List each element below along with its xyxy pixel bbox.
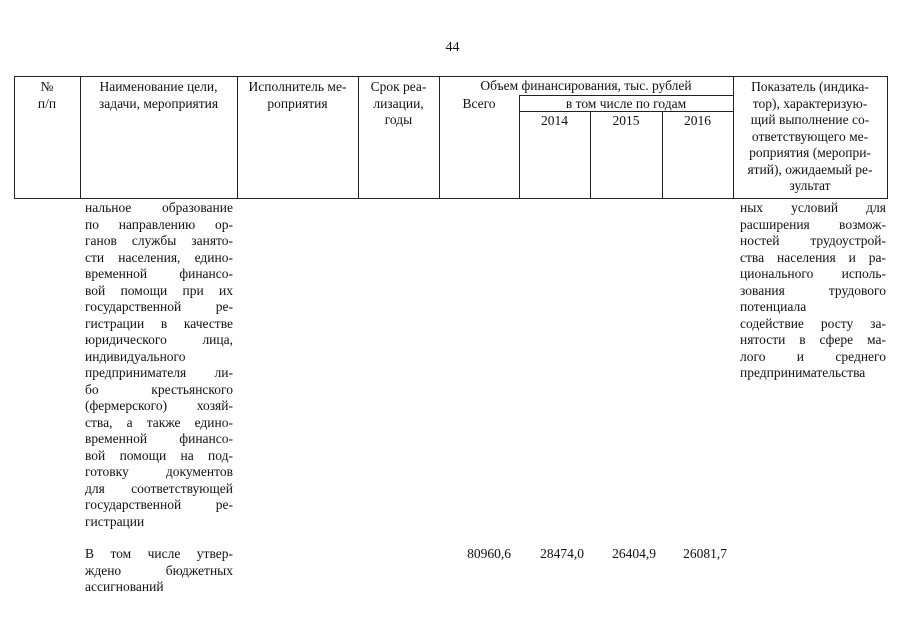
row-name-line: (фермерского) хозяй- (85, 398, 233, 413)
subtotal-label-line: ассигнований (85, 579, 164, 594)
row-name-line: ства, а также едино- (85, 414, 233, 430)
row-indicator-line: нятости в сфере ма- (740, 332, 886, 347)
row-name-line: по направлению ор- (85, 216, 233, 232)
row-indicator-line: ных условий для (740, 200, 886, 215)
subtotal-total-value: 80960,6 (467, 546, 511, 561)
row-name-line: готовку документов (85, 464, 233, 479)
row-name-line: юридического лица, (85, 332, 233, 347)
row-name-line: бо крестьянского (85, 381, 233, 397)
row-name-line: сти населения, едино- (85, 249, 233, 265)
header-financing: Объем финансирования, тыс. рублей (480, 78, 692, 93)
row-indicator-line: предпринимательства (740, 365, 866, 380)
row-name-line: индивидуального (85, 348, 186, 364)
row-indicator-line: ства населения и ра- (740, 249, 886, 265)
header-num: № п/п (37, 79, 57, 111)
row-name-line: государственной ре- (85, 497, 233, 512)
header-year-2014: 2014 (541, 113, 568, 128)
row-indicator-line: потенциала (740, 299, 807, 314)
header-by-years: в том числе по годам (565, 96, 687, 111)
row-name-line: вой помощи при их (85, 282, 233, 298)
row-name-line: государственной ре- (85, 299, 233, 314)
row-name-line: ганов службы занято- (85, 233, 233, 248)
row-name-line: временной финансо- (85, 431, 233, 446)
row-name-line: временной финансо- (85, 266, 233, 281)
row-indicator-line: расширения возмож- (740, 216, 886, 232)
row-name-line: для соответствующей (85, 480, 233, 496)
header-year-2015: 2015 (612, 113, 640, 128)
row-name-line: вой помощи на под- (85, 447, 233, 463)
subtotal-2016-value: 26081,7 (683, 546, 727, 561)
subtotal-label-line: ждено бюджетных (85, 562, 233, 578)
row-name-line: гистрации в качестве (85, 315, 233, 331)
subtotal-2014-value: 28474,0 (540, 546, 584, 561)
row-name-line: гистрации (85, 513, 145, 529)
header-year-2016: 2016 (684, 113, 711, 128)
subtotal-label (85, 546, 233, 596)
row-name-text (85, 200, 233, 530)
subtotal-2015-value: 26404,9 (612, 546, 656, 561)
header-indicator: Показатель (индика- тор), характеризую- щий выполнение со- ответствующего ме- роприятия (меропри- ятий), ожидаемый ре- зультат (747, 79, 873, 193)
row-indicator-line: ностей трудоустрой- (740, 233, 886, 248)
header-name: Наименование цели, задачи, мероприятия (98, 79, 219, 111)
row-indicator-text (740, 200, 886, 382)
row-name-line: нальное образование (85, 200, 233, 215)
subtotal-label-line: В том числе утвер- (85, 546, 233, 561)
row-name-line: предпринимателя ли- (85, 365, 233, 380)
row-indicator-line: содействие росту за- (740, 315, 886, 331)
row-indicator-line: зования трудового (740, 282, 886, 298)
header-total: Всего (462, 96, 496, 111)
header-executor: Исполнитель ме- роприятия (248, 79, 347, 111)
row-indicator-line: ционального исполь- (740, 266, 886, 281)
header-term: Срок реа- лизации, годы (370, 79, 427, 127)
row-indicator-line: лого и среднего (740, 348, 886, 364)
page-number: 44 (445, 40, 460, 55)
